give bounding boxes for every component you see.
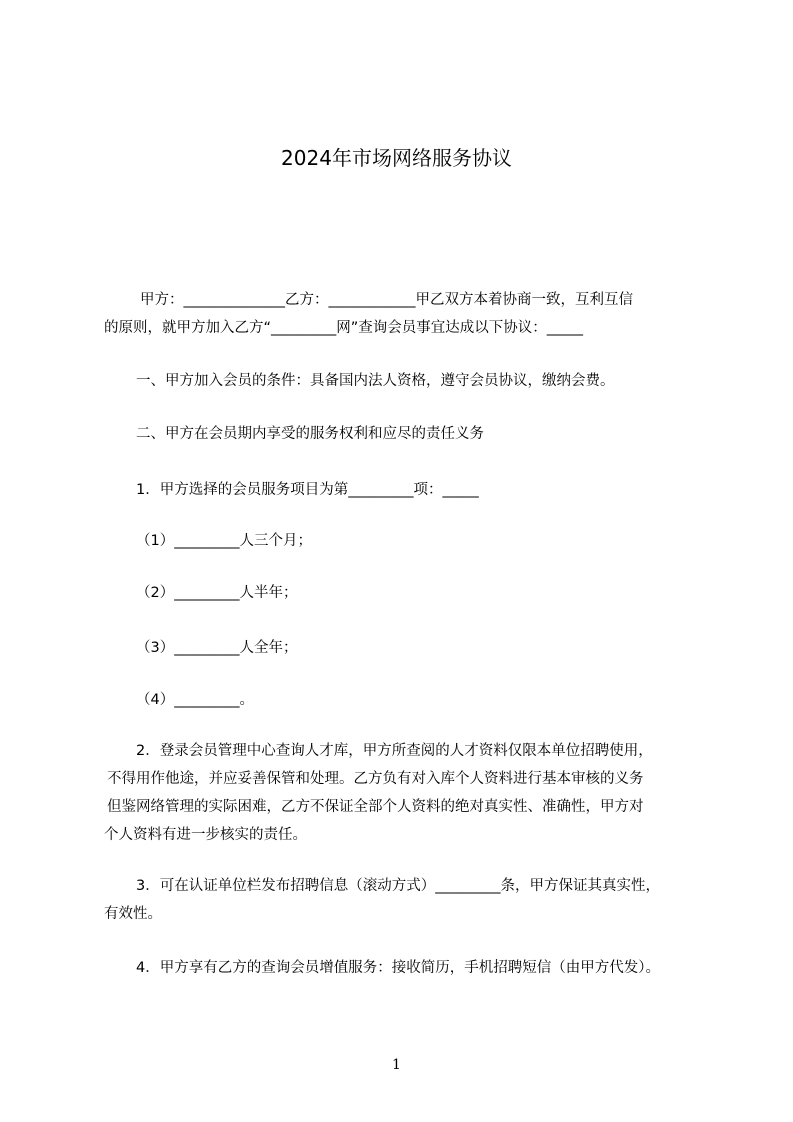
item-3-line-2: 有效性。 — [104, 906, 162, 922]
item-1-paragraph — [104, 476, 704, 504]
item-3-paragraph — [104, 872, 704, 928]
item-2-line-4: 个人资料有进一步核实的责任。 — [104, 827, 307, 843]
section-2-text: 二、甲方在会员期内享受的服务权利和应尽的责任义务 — [136, 426, 484, 442]
option-2 — [104, 579, 704, 607]
option-3-text: （3）_________人全年； — [136, 640, 298, 656]
option-1 — [104, 527, 704, 555]
item-1-text: 1．甲方选择的会员服务项目为第_________项：_____ — [136, 482, 479, 498]
item-4-paragraph — [104, 954, 704, 982]
item-2-line-3: 但鉴网络管理的实际困难，乙方不保证全部个人资料的绝对真实性、准确性，甲方对 — [107, 799, 644, 815]
option-1-text: （1）_________人三个月； — [136, 533, 312, 549]
section-1-text: 一、甲方加入会员的条件：具备国内法人资格，遵守会员协议，缴纳会费。 — [136, 373, 615, 389]
item-4-text: 4．甲方享有乙方的查询会员增值服务：接收简历，手机招聘短信（由甲方代发）。 — [136, 960, 660, 976]
option-4-text: （4）_________。 — [136, 692, 254, 708]
intro-line-1: 甲方：______________乙方：____________甲乙双方本着协商一致，互利互信 — [140, 292, 633, 308]
option-2-text: （2）_________人半年； — [136, 585, 298, 601]
option-3 — [104, 634, 704, 662]
item-2-line-2: 不得用作他途，并应妥善保管和处理。乙方负有对入库个人资料进行基本审核的义务 — [107, 771, 644, 787]
item-2-line-1: 2．登录会员管理中心查询人才库，甲方所查阅的人才资料仅限本单位招聘使用， — [136, 743, 653, 759]
document-title: 2024年市场网络服务协议 — [281, 146, 512, 170]
intro-paragraph — [104, 286, 704, 342]
page-number: 1 — [392, 1057, 401, 1073]
item-3-line-1: 3．可在认证单位栏发布招聘信息（滚动方式）_________条，甲方保证其真实性， — [136, 878, 660, 894]
section-2-heading — [104, 420, 704, 448]
option-4 — [104, 686, 704, 714]
intro-line-2: 的原则，就甲方加入乙方“_________网”查询会员事宜达成以下协议：_____ — [104, 320, 584, 336]
item-2-paragraph — [104, 737, 704, 849]
section-1-paragraph — [104, 367, 704, 395]
